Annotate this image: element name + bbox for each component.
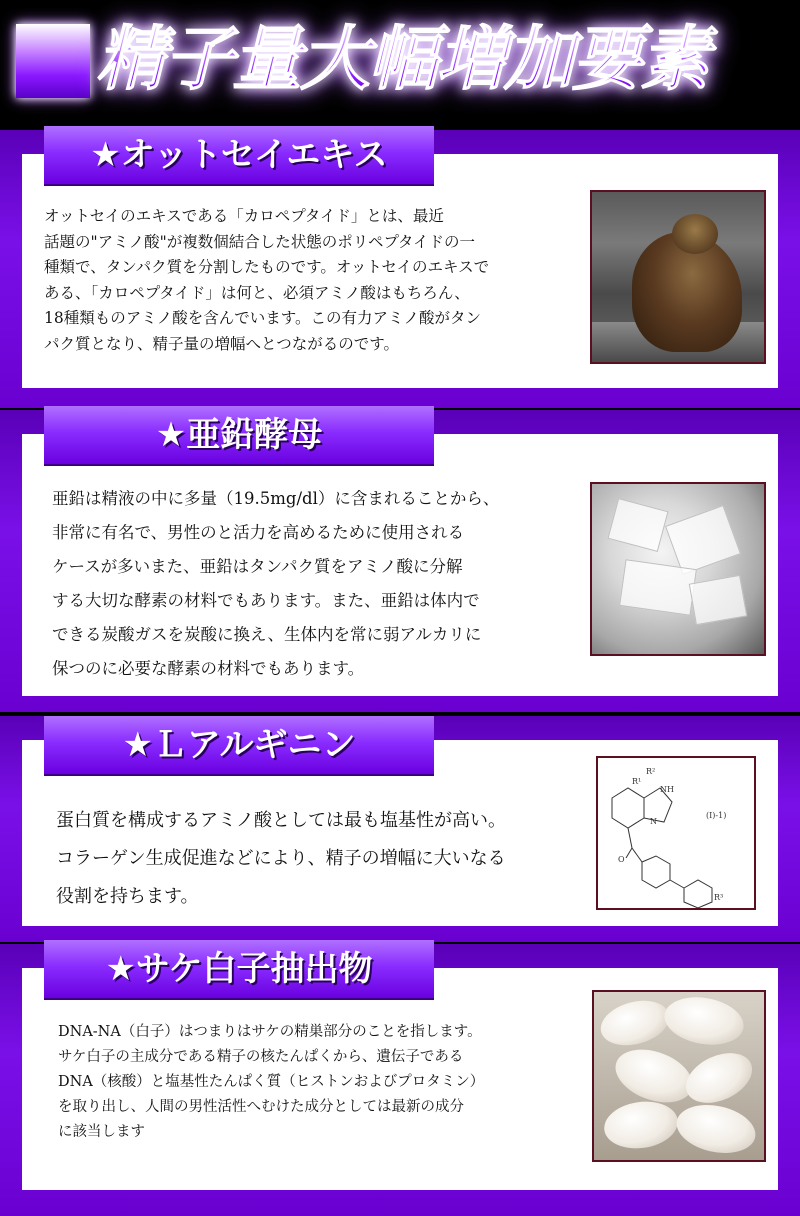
crystal (665, 505, 741, 575)
label-o: O (618, 855, 625, 864)
title-square-icon (16, 24, 90, 98)
milt-blob (661, 991, 748, 1050)
page-title (96, 14, 708, 104)
fur-seal-photo (590, 190, 766, 364)
label-formula-id: (I)-1) (706, 811, 727, 820)
section-tag-label: ★サケ白子抽出物 (105, 949, 373, 989)
crystal (689, 575, 748, 625)
crystal (607, 498, 668, 552)
label-r2: R² (646, 767, 656, 776)
section-tag (44, 716, 434, 774)
section-tag-label: ★亜鉛酵母 (155, 415, 323, 455)
milt-blob (596, 994, 674, 1053)
zinc-crystal-photo (590, 482, 766, 656)
chemical-structure-diagram (596, 756, 756, 910)
section-salmon-milt-extract (0, 944, 800, 1216)
crystal (619, 559, 697, 616)
section-body-text: 蛋白質を構成するアミノ酸としては最も塩基性が高い。 コラーゲン生成促進などにより、精子の増幅に大いなる 役割を持ちます。 (56, 810, 506, 907)
header (0, 0, 800, 120)
label-r1: R¹ (632, 777, 642, 786)
section-tag-label: ★オットセイエキス (90, 135, 388, 175)
page-title-text: 精子量大幅増加要素 (96, 18, 708, 100)
label-n: N (650, 817, 657, 826)
salmon-milt-photo (592, 990, 766, 1162)
section-body-text: 亜鉛は精液の中に多量（19.5mg/dl）に含まれることから、 非常に有名で、男性のと活力を高めるために使用される ケースが多いまた、亜鉛はタンパク質をアミノ酸に分解 する大切な酵素の材料でもあります。また、亜鉛は体内で できる炭酸ガスを炭酸に換え、生体内を常に弱アルカリに 保つのに必要な酵素の材料でもあります。 (52, 489, 500, 678)
seal-head (672, 214, 718, 254)
section-tag (44, 126, 434, 184)
section-body-text: オットセイのエキスである「カロペプタイド」とは、最近 話題の"アミノ酸"が複数個結合した状態のポリペプタイドの一 種類で、タンパク質を分割したものです。オットセイのエキスで ある、「カロペプタイド」は何と、必須アミノ酸はもちろん、 18種類ものアミノ酸を含んでいます。この有力アミノ酸がタン パク質となり、精子量の増幅へとつながるのです。 (44, 207, 490, 353)
section-tag (44, 406, 434, 464)
milt-blob (672, 1098, 760, 1160)
label-nh: NH (660, 785, 674, 794)
section-body-text: DNA-NA（白子）はつまりはサケの精巣部分のことを指します。 サケ白子の主成分である精子の核たんぱくから、遺伝子である DNA（核酸）と塩基性たんぱく質（ヒストンおよびプロタミン） を取り出し、人間の男性活性へむけた成分としては最新の成分 に該当します (58, 1024, 485, 1140)
section-tag (44, 940, 434, 998)
section-fur-seal-extract (0, 130, 800, 408)
section-l-arginine (0, 716, 800, 942)
milt-blob (601, 1097, 681, 1153)
milt-blob (678, 1043, 760, 1112)
section-tag-label: ★Ｌアルギニン (122, 725, 356, 765)
label-r3: R³ (714, 893, 724, 902)
section-zinc-yeast (0, 410, 800, 712)
